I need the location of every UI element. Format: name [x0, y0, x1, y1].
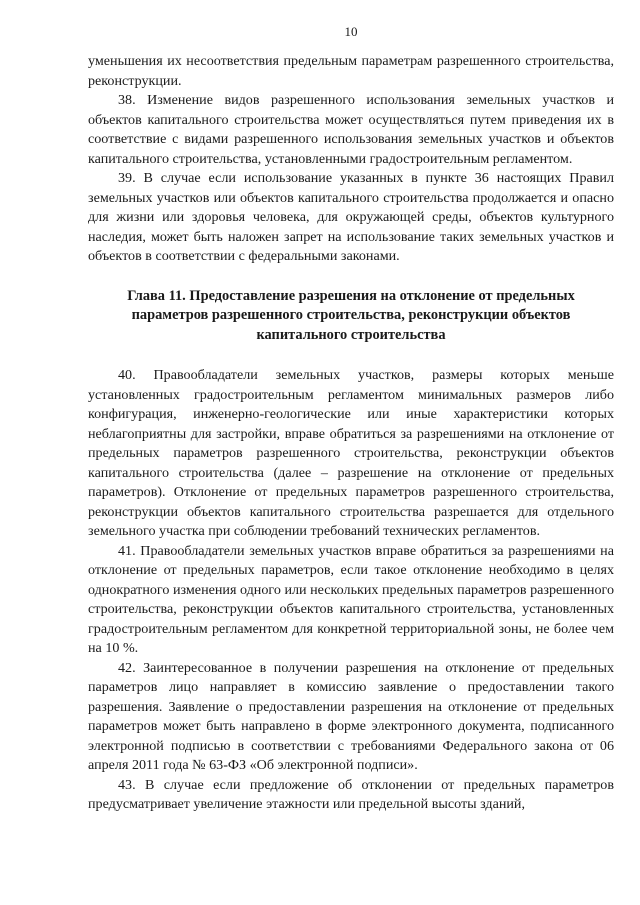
paragraph-41: 41. Правообладатели земельных участков вправе обратиться за разрешениями на отклонение от предельных параметров, если такое отклонение необходимо в целях однократного изменения одного или нескольких предельных параметров разрешенного строительства, реконструкции объектов капитального строительства, установленных градостроительным регламентом для конкретной территориальной зоны, не более чем на 10 %.: [88, 542, 614, 656]
paragraph-39: 39. В случае если использование указанных в пункте 36 настоящих Правил земельных участков или объектов капитального строительства продолжается и опасно для жизни или здоровья человека, для окружающей среды, объектов культурного наследия, может быть наложен запрет на использование таких земельных участков и объектов в соответствии с федеральными законами.: [88, 170, 614, 264]
paragraph-continuation: уменьшения их несоответствия предельным параметрам разрешенного строительства, реконструкции.: [88, 53, 614, 89]
chapter-title: Глава 11. Предоставление разрешения на отклонение от предельных параметров разрешенного строительства, реконструкции объектов капитального строительства: [127, 287, 575, 343]
document-page: [88, 24, 614, 815]
page-number: 10: [344, 24, 358, 39]
paragraph-43: 43. В случае если предложение об отклонении от предельных параметров предусматривает увеличение этажности или предельной высоты зданий,: [88, 776, 614, 812]
paragraph-38: 38. Изменение видов разрешенного использования земельных участков и объектов капитального строительства может осуществляться путем приведения их в соответствие с видами разрешенного использования земельных участков и объектов капитального строительства, установленными градостроительным регламентом.: [88, 92, 614, 167]
paragraph-40: 40. Правообладатели земельных участков, размеры которых меньше установленных градостроительным регламентом минимальных размеров либо конфигурация, инженерно-геологические или иные характеристики которых неблагоприятны для застройки, вправе обратиться за разрешениями на отклонение от предельных параметров разрешенного строительства, реконструкции объектов капитального строительства (далее – разрешение на отклонение от предельных параметров). Отклонение от предельных параметров разрешенного строительства, реконструкции объектов капитального строительства разрешается для отдельного земельного участка при соблюдении требований технических регламентов.: [88, 367, 614, 539]
paragraph-42: 42. Заинтересованное в получении разрешения на отклонение от предельных параметров лицо направляет в комиссию заявление о предоставлении такого разрешения. Заявление о предоставлении разрешения на отклонение от предельных параметров может быть направлено в форме электронного документа, подписанного электронной подписью в соответствии с требованиями Федерального закона от 06 апреля 2011 года № 63-ФЗ «Об электронной подписи».: [88, 659, 614, 773]
